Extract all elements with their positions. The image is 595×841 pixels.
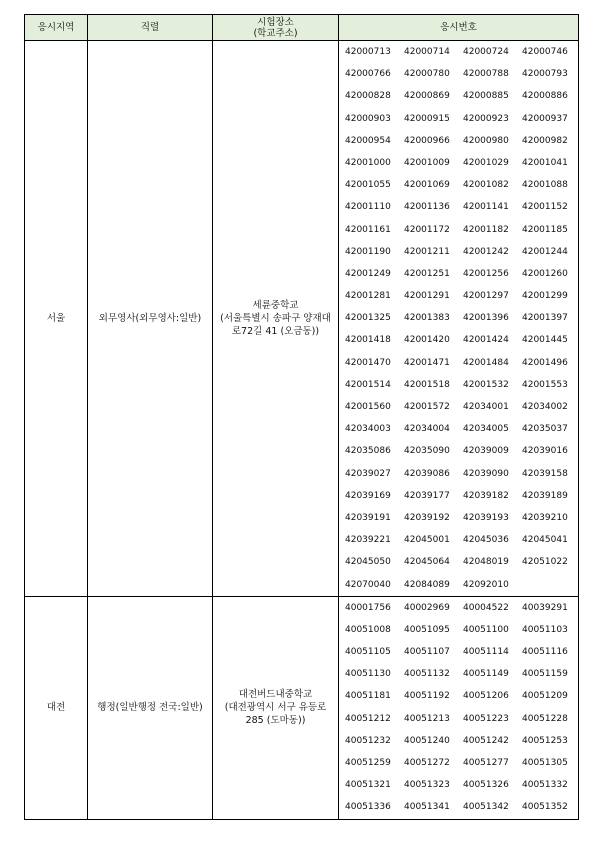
exam-number: 40051105	[345, 647, 391, 658]
exam-number: 42000714	[404, 47, 450, 57]
exam-number: 42045001	[404, 535, 450, 546]
exam-number: 42000923	[463, 113, 509, 124]
exam-number: 42000724	[463, 47, 509, 57]
exam-number: 40004522	[463, 602, 509, 613]
exam-number: 42039177	[404, 490, 450, 501]
exam-number: 40051107	[404, 647, 450, 658]
exam-number: 42000915	[404, 113, 450, 124]
exam-number: 42001110	[345, 202, 391, 213]
exam-number: 42001420	[404, 335, 450, 346]
exam-number: 42039221	[345, 535, 391, 546]
exam-number: 42000746	[522, 47, 568, 57]
exam-number: 42001518	[404, 379, 450, 390]
exam-number: 40051159	[522, 669, 568, 680]
exam-number: 40051342	[463, 802, 509, 813]
exam-number: 40039291	[522, 602, 568, 613]
exam-number: 40051242	[463, 735, 509, 746]
exam-number: 42045050	[345, 557, 391, 568]
school-name: 대전버드내중학교	[238, 689, 313, 701]
exam-number: 42001172	[404, 224, 450, 235]
exam-number: 42001249	[345, 268, 391, 279]
exam-number: 42001182	[463, 224, 509, 235]
exam-number: 42039210	[522, 512, 568, 523]
exam-number: 42000966	[404, 135, 450, 146]
school-address-line2: 285 (도마동))	[245, 715, 306, 727]
exam-number: 42001418	[345, 335, 391, 346]
exam-number: 40051212	[345, 713, 391, 724]
exam-number: 42035090	[404, 446, 450, 457]
exam-number: 42039182	[463, 490, 509, 501]
exam-number: 42000980	[463, 135, 509, 146]
exam-number: 40051272	[404, 758, 450, 768]
exam-number: 40051232	[345, 735, 391, 746]
exam-number: 42000937	[522, 113, 568, 124]
header-venue	[213, 15, 339, 41]
exam-number: 42001136	[404, 202, 450, 213]
exam-number: 42001397	[522, 313, 568, 324]
exam-number: 42001383	[404, 313, 450, 324]
exam-number: 40001756	[345, 602, 391, 613]
exam-number: 42001297	[463, 291, 509, 302]
exam-number: 42039016	[522, 446, 568, 457]
exam-number: 40051130	[345, 669, 391, 680]
venue-cell	[213, 41, 339, 597]
exam-number: 42000886	[522, 91, 568, 102]
exam-number: 42001514	[345, 379, 391, 390]
exam-number: 42000766	[345, 69, 391, 80]
exam-number: 40051326	[463, 780, 509, 791]
exam-number: 42001260	[522, 268, 568, 279]
exam-number: 42000869	[404, 91, 450, 102]
exam-number: 42000713	[345, 47, 391, 57]
exam-number: 42039027	[345, 468, 391, 479]
exam-number: 42001088	[522, 180, 568, 191]
exam-number: 40051341	[404, 802, 450, 813]
exam-number: 40051206	[463, 691, 509, 702]
exam-number: 42048019	[463, 557, 509, 568]
exam-number: 42051022	[522, 557, 568, 568]
exam-number: 42001572	[404, 402, 450, 412]
header-numbers: 응시번호	[339, 15, 579, 41]
exam-number: 42034005	[463, 424, 509, 435]
header-position: 직렬	[88, 15, 213, 41]
exam-number: 40051213	[404, 713, 450, 724]
header-venue-title: 시험장소	[257, 16, 294, 28]
exam-number: 40051253	[522, 735, 568, 746]
exam-number: 42000954	[345, 135, 391, 146]
exam-number: 42001553	[522, 379, 568, 390]
exam-number: 40051259	[345, 758, 391, 768]
exam-number: 42001211	[404, 246, 450, 257]
exam-number: 42001532	[463, 379, 509, 390]
exam-number: 42035086	[345, 446, 391, 457]
exam-number: 42039009	[463, 446, 509, 457]
exam-number: 42001055	[345, 180, 391, 191]
exam-number: 42039090	[463, 468, 509, 479]
exam-number: 40051228	[522, 713, 568, 724]
exam-number: 42034002	[522, 402, 568, 412]
exam-number: 42001041	[522, 157, 568, 168]
exam-number: 40051305	[522, 758, 568, 768]
exam-number: 40051352	[522, 802, 568, 813]
exam-number: 42001496	[522, 357, 568, 368]
header-venue-subtitle: (학교주소)	[253, 27, 298, 39]
exam-number: 42001256	[463, 268, 509, 279]
exam-number: 42001069	[404, 180, 450, 191]
exam-number: 42000903	[345, 113, 391, 124]
exam-numbers-cell	[339, 41, 579, 597]
table-row-seoul	[25, 41, 579, 597]
exam-number: 42039086	[404, 468, 450, 479]
exam-number: 42001185	[522, 224, 568, 235]
exam-number: 40002969	[404, 602, 450, 613]
exam-number: 42034001	[463, 402, 509, 412]
exam-number: 42001396	[463, 313, 509, 324]
exam-number: 42001484	[463, 357, 509, 368]
school-address-line2: 로72길 41 (오금동))	[231, 325, 320, 337]
exam-number: 42001251	[404, 268, 450, 279]
exam-number: 40051114	[463, 647, 509, 658]
exam-number: 42070040	[345, 579, 391, 590]
exam-number: 40051181	[345, 691, 391, 702]
table-header-row	[25, 15, 579, 41]
exam-number: 42045041	[522, 535, 568, 546]
exam-number: 40051209	[522, 691, 568, 702]
exam-number: 42034004	[404, 424, 450, 435]
exam-number: 42000788	[463, 69, 509, 80]
header-region: 응시지역	[25, 15, 88, 41]
position-cell: 행정(일반행정 전국:일반)	[88, 596, 213, 819]
exam-number: 42001190	[345, 246, 391, 257]
exam-number: 42039169	[345, 490, 391, 501]
exam-number: 40051132	[404, 669, 450, 680]
exam-number: 40051116	[522, 647, 568, 658]
school-name: 세륜중학교	[252, 299, 299, 311]
exam-number: 42001560	[345, 402, 391, 412]
exam-number: 42001029	[463, 157, 509, 168]
exam-number: 42001161	[345, 224, 391, 235]
exam-number: 40051323	[404, 780, 450, 791]
school-address-line1: (서울특별시 송파구 양재대	[220, 312, 331, 324]
exam-number: 42000885	[463, 91, 509, 102]
exam-number: 42000793	[522, 69, 568, 80]
exam-number: 42039191	[345, 512, 391, 523]
exam-number: 40051095	[404, 624, 450, 635]
exam-number: 42001082	[463, 180, 509, 191]
exam-number: 42039193	[463, 512, 509, 523]
exam-number: 40051332	[522, 780, 568, 791]
exam-number: 40051100	[463, 624, 509, 635]
exam-number: 42039158	[522, 468, 568, 479]
school-address-line1: (대전광역시 서구 유등로	[224, 702, 327, 714]
exam-number: 42001424	[463, 335, 509, 346]
exam-number: 40051336	[345, 802, 391, 813]
exam-number: 42045036	[463, 535, 509, 546]
exam-number: 42045064	[404, 557, 450, 568]
exam-number: 42001000	[345, 157, 391, 168]
exam-number: 42039192	[404, 512, 450, 523]
exam-numbers-grid	[339, 597, 578, 819]
exam-number: 42092010	[463, 579, 509, 590]
exam-number: 42001470	[345, 357, 391, 368]
region-cell: 대전	[25, 596, 88, 819]
exam-number: 42001009	[404, 157, 450, 168]
exam-number: 42001141	[463, 202, 509, 213]
region-cell: 서울	[25, 41, 88, 597]
exam-number: 40051103	[522, 624, 568, 635]
exam-number: 42001291	[404, 291, 450, 302]
exam-numbers-grid	[339, 41, 578, 596]
exam-number: 42001471	[404, 357, 450, 368]
exam-number: 40051008	[345, 624, 391, 635]
exam-number: 40051321	[345, 780, 391, 791]
exam-venue-table	[24, 14, 579, 820]
exam-number: 42001299	[522, 291, 568, 302]
exam-number: 42001325	[345, 313, 391, 324]
exam-numbers-cell	[339, 596, 579, 819]
exam-number: 42034003	[345, 424, 391, 435]
exam-number: 42000828	[345, 91, 391, 102]
exam-number: 40051277	[463, 758, 509, 768]
exam-number: 42000780	[404, 69, 450, 80]
exam-number: 42001244	[522, 246, 568, 257]
exam-number: 40051192	[404, 691, 450, 702]
exam-number: 42000982	[522, 135, 568, 146]
table-row-daejeon	[25, 596, 579, 819]
exam-number: 42001281	[345, 291, 391, 302]
position-cell: 외무영사(외무영사:일반)	[88, 41, 213, 597]
exam-number: 42084089	[404, 579, 450, 590]
exam-number: 40051240	[404, 735, 450, 746]
exam-number: 40051223	[463, 713, 509, 724]
exam-number: 42035037	[522, 424, 568, 435]
venue-cell	[213, 596, 339, 819]
exam-number: 42001152	[522, 202, 568, 213]
exam-number: 40051149	[463, 669, 509, 680]
exam-number: 42039189	[522, 490, 568, 501]
exam-number: 42001242	[463, 246, 509, 257]
exam-number: 42001445	[522, 335, 568, 346]
